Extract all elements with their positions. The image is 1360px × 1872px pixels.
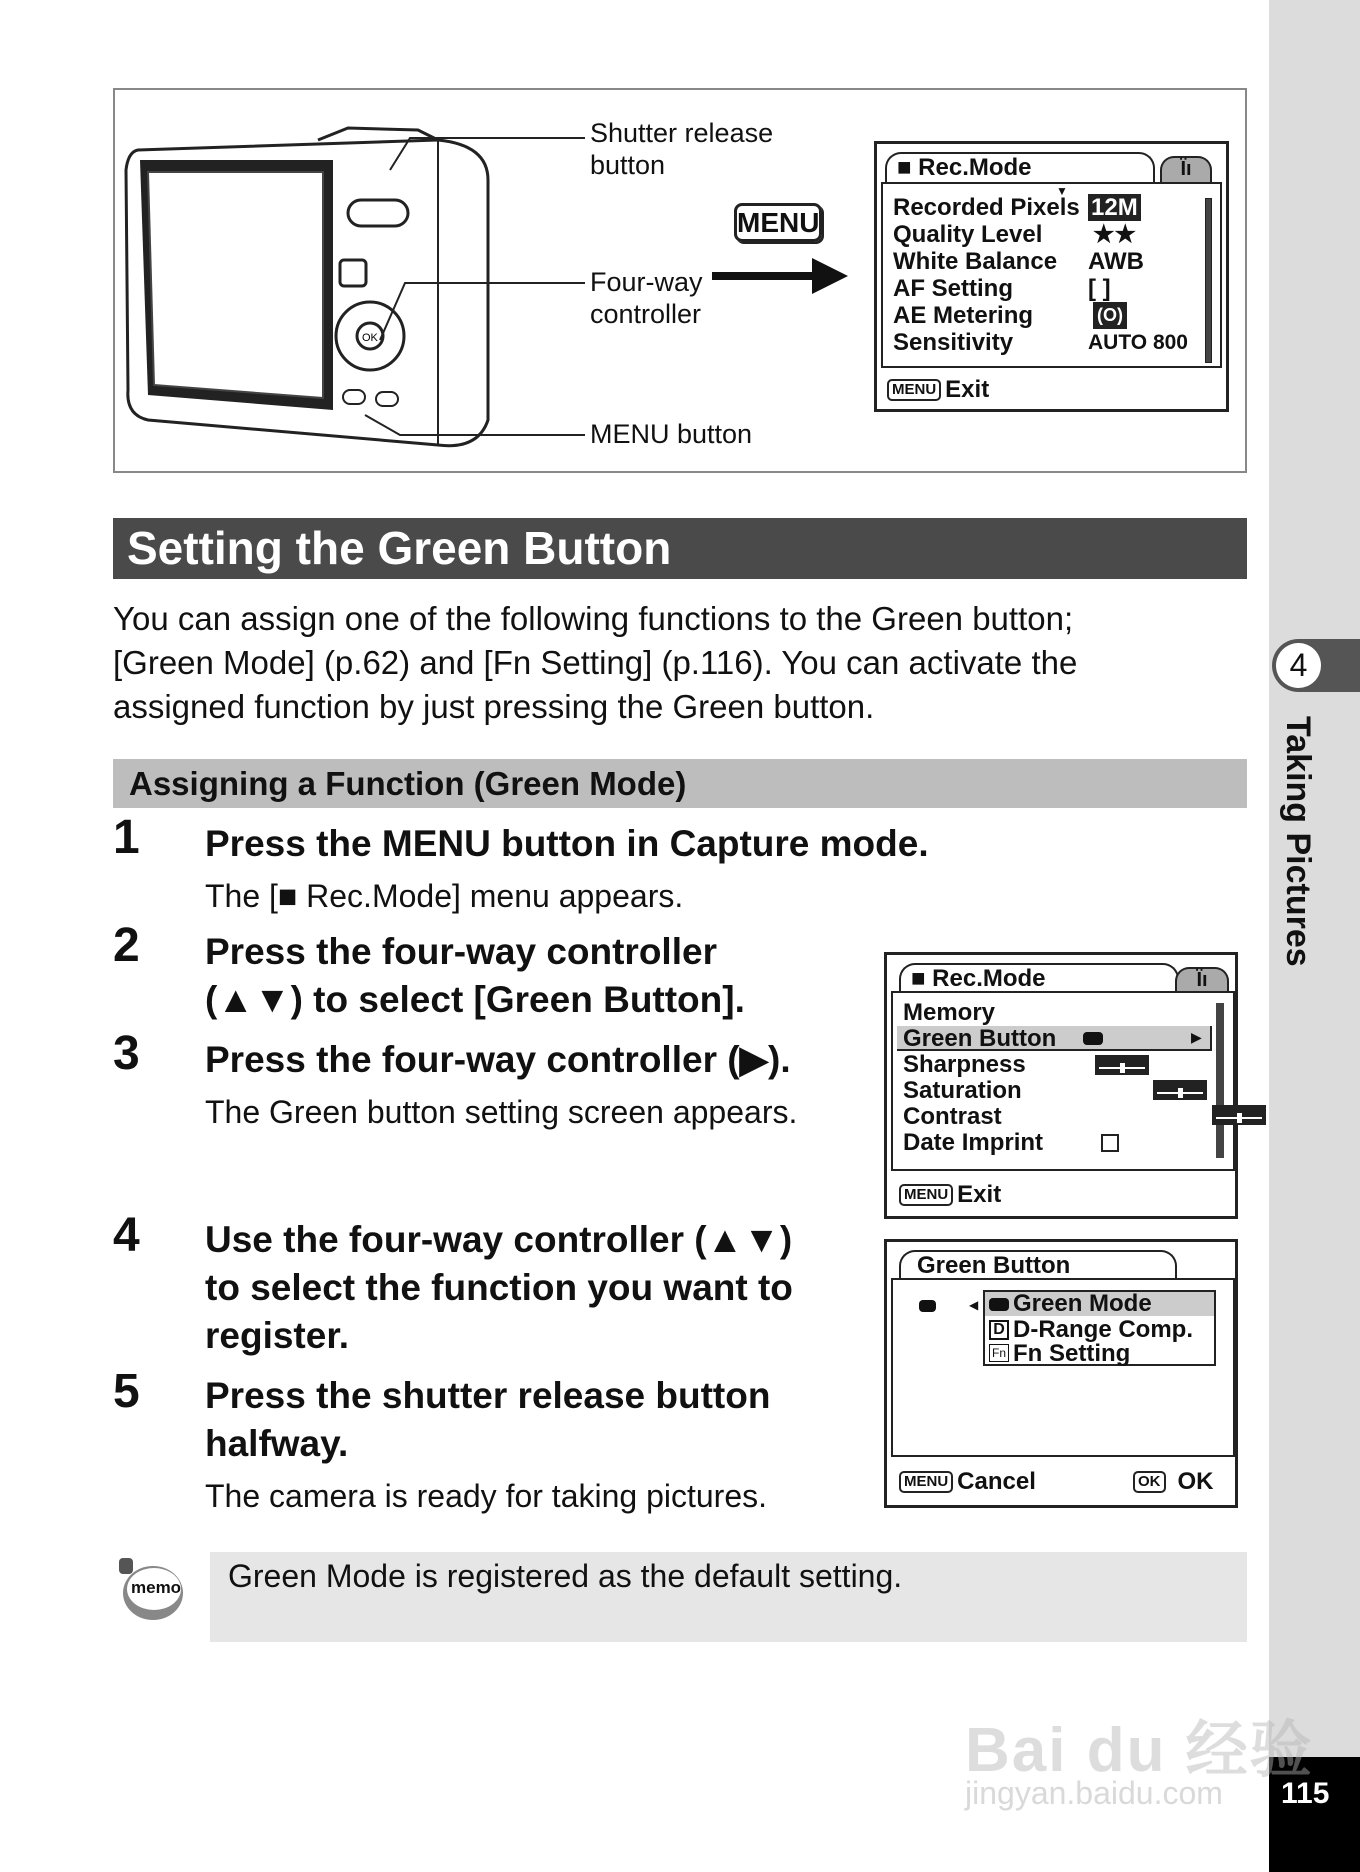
menu-item[interactable]: Memory — [903, 999, 996, 1026]
menu-item[interactable]: Contrast — [903, 1103, 1002, 1130]
step-text: Press the four-way controller (▶). — [205, 1039, 791, 1080]
menu-value: AUTO 800 — [1088, 331, 1188, 354]
cancel-label: Cancel — [957, 1468, 1036, 1495]
menu-value: ★★ — [1093, 221, 1137, 248]
arrow-right-icon: ▶ — [1191, 1029, 1202, 1045]
menu-value: (O) — [1093, 302, 1127, 329]
menu-item[interactable]: Recorded Pixels — [893, 194, 1080, 221]
intro-line: [Green Mode] (p.62) and [Fn Setting] (p.116). You can activate the — [113, 644, 1078, 681]
sharpness-slider-icon — [1095, 1055, 1149, 1075]
step-number: 2 — [113, 919, 140, 972]
green-button-icon — [919, 1300, 936, 1312]
cancel-button[interactable] — [899, 1468, 1036, 1496]
step-line: halfway. — [205, 1423, 349, 1464]
step-line: Press the four-way controller — [205, 931, 717, 972]
menu-item[interactable]: Sharpness — [903, 1051, 1026, 1078]
menu-item-selected[interactable]: Green Button — [903, 1025, 1057, 1052]
menu-value: [ ] — [1088, 275, 1111, 302]
svg-text:OK: OK — [362, 332, 378, 344]
rec-mode-screen-green — [884, 952, 1238, 1219]
tab-label: Rec.Mode — [918, 154, 1032, 181]
chapter-number: 4 — [1276, 643, 1321, 688]
green-button-icon — [1083, 1032, 1103, 1045]
setup-tab-icon: Ϊı — [1160, 156, 1212, 182]
step-line: register. — [205, 1315, 349, 1356]
option-item[interactable]: D-Range Comp. — [1013, 1316, 1193, 1343]
ok-key-icon: OK — [1133, 1471, 1166, 1493]
ok-button[interactable] — [1133, 1468, 1214, 1496]
fn-icon: Fn — [989, 1344, 1009, 1362]
step-text — [205, 1216, 793, 1360]
intro-line: You can assign one of the following functions to the Green button; — [113, 600, 1074, 637]
contrast-slider-icon — [1212, 1105, 1266, 1125]
step-text: Press the MENU button in Capture mode. — [205, 823, 929, 864]
setup-tab-icon: Ϊı — [1175, 967, 1229, 991]
menu-key-icon: MENU — [899, 1471, 953, 1493]
chapter-title: Taking Pictures — [1279, 716, 1317, 967]
scrollbar[interactable] — [1205, 198, 1212, 363]
exit-footer[interactable] — [887, 376, 989, 404]
step-text — [205, 1372, 770, 1468]
d-range-icon: D — [989, 1320, 1009, 1340]
footer-label: Exit — [945, 376, 990, 403]
arrow-right-icon — [712, 258, 852, 294]
shutter-label — [590, 117, 773, 181]
menu-item[interactable]: AE Metering — [893, 302, 1034, 329]
option-panel — [891, 1278, 1235, 1457]
footer-label: Exit — [957, 1181, 1002, 1208]
memo-icon-label: memo — [131, 1578, 182, 1597]
rec-mode-tab: ■ Rec.Mode — [885, 152, 1155, 182]
menu-value: 12M — [1088, 194, 1141, 221]
menu-key-icon: MENU — [887, 379, 941, 401]
menu-item[interactable]: White Balance — [893, 248, 1058, 275]
callout-lines — [360, 130, 600, 440]
page-number: 115 — [1269, 1757, 1360, 1872]
subheading: Assigning a Function (Green Mode) — [113, 759, 1247, 808]
menu-list: ▼ Recorded Pixels Quality Level White Balance AF Setting AE Metering Sensitivity 12M ★★ AWB [ ] (O) AUTO 800 — [881, 182, 1222, 368]
menu-item[interactable]: Saturation — [903, 1077, 1022, 1104]
intro-line: assigned function by just pressing the Green button. — [113, 688, 875, 725]
step-number: 4 — [113, 1209, 140, 1262]
step-text — [205, 928, 745, 1024]
step-line: (▲▼) to select [Green Button]. — [205, 979, 745, 1020]
menu-key-icon: MENU — [899, 1184, 953, 1206]
ok-label: OK — [1177, 1468, 1214, 1495]
rec-mode-screen — [874, 141, 1229, 412]
menu-item[interactable]: Quality Level — [893, 221, 1043, 248]
menu-item[interactable]: Date Imprint — [903, 1129, 1044, 1156]
step-result: The [■ Rec.Mode] menu appears. — [205, 878, 684, 914]
menu-item[interactable]: AF Setting — [893, 275, 1013, 302]
label-line: Shutter release — [590, 118, 774, 148]
green-button-tab: Green Button — [899, 1250, 1177, 1278]
green-button-screen — [884, 1239, 1238, 1508]
intro-paragraph — [113, 597, 1077, 729]
menu-item[interactable]: Sensitivity — [893, 329, 1014, 356]
step-line: Press the shutter release button — [205, 1375, 771, 1416]
step-number: 1 — [113, 811, 140, 864]
watermark-logo: Bai du 经验 — [965, 1716, 1314, 1785]
exit-footer[interactable] — [899, 1181, 1001, 1209]
memo-note: Green Mode is registered as the default setting. — [210, 1552, 1247, 1642]
rec-mode-tab: ■ Rec.Mode — [899, 963, 1179, 991]
tab-label: Rec.Mode — [932, 965, 1046, 992]
label-line: button — [590, 150, 666, 180]
scrollbar[interactable] — [1216, 1003, 1224, 1158]
menu-button-label: MENU button — [590, 419, 753, 449]
date-imprint-checkbox[interactable] — [1101, 1134, 1119, 1152]
memo-icon — [117, 1558, 185, 1622]
menu-key-icon: MENU — [734, 203, 822, 242]
page-title: Setting the Green Button — [113, 518, 1247, 579]
menu-list — [891, 991, 1235, 1171]
step-result: The camera is ready for taking pictures. — [205, 1478, 768, 1514]
arrow-left-icon: ◀ — [969, 1298, 979, 1312]
option-item[interactable]: Fn Setting — [1013, 1340, 1131, 1367]
label-line: Four-way — [590, 267, 703, 297]
step-result: The Green button setting screen appears. — [205, 1094, 798, 1130]
label-line: controller — [590, 299, 702, 329]
option-item-selected[interactable]: Green Mode — [1013, 1290, 1152, 1317]
watermark-url: jingyan.baidu.com — [965, 1775, 1223, 1811]
step-number: 5 — [113, 1365, 140, 1418]
step-number: 3 — [113, 1027, 140, 1080]
saturation-slider-icon — [1153, 1080, 1207, 1100]
green-mode-icon — [989, 1298, 1009, 1311]
four-way-label — [590, 266, 703, 330]
menu-value: AWB — [1088, 248, 1144, 275]
step-line: Use the four-way controller (▲▼) — [205, 1219, 793, 1260]
step-line: to select the function you want to — [205, 1267, 793, 1308]
